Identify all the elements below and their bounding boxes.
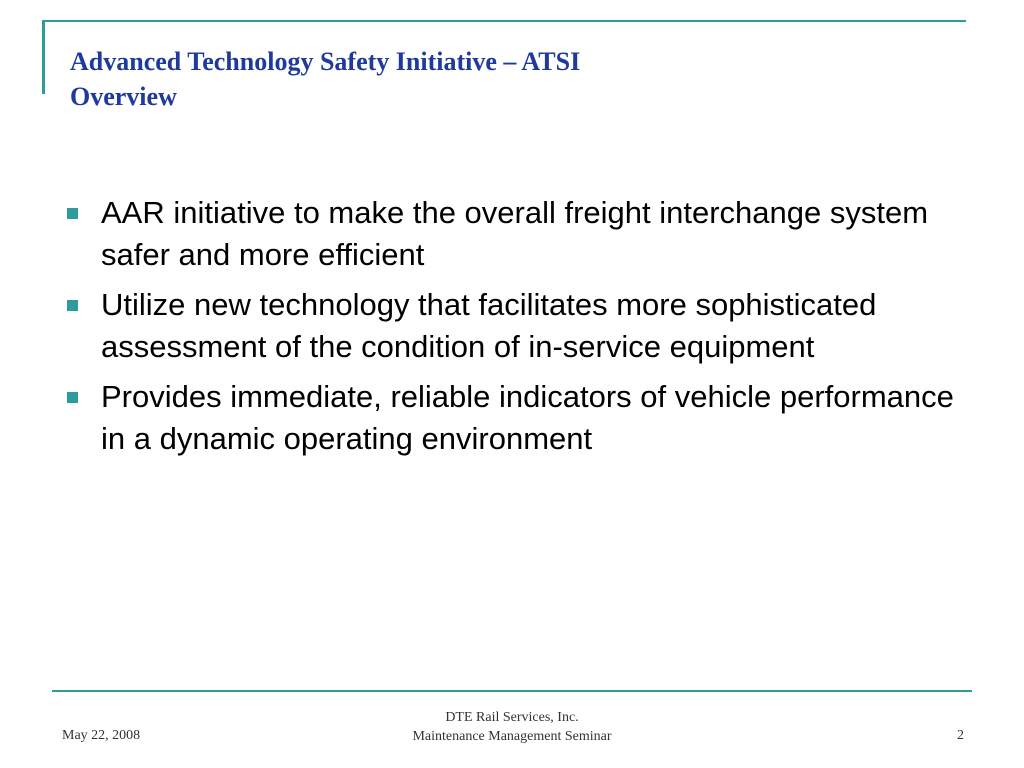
footer-company: DTE Rail Services, Inc. xyxy=(445,710,579,725)
bullet-text: Utilize new technology that facilitates more sophisticated assessment of the condition of in-service equipment xyxy=(101,287,877,364)
bullet-item xyxy=(64,376,964,460)
bullet-list xyxy=(64,192,964,468)
page-number: 2 xyxy=(957,728,964,743)
footer-rule xyxy=(52,690,972,692)
footer-center xyxy=(362,708,662,746)
frame-top-rule xyxy=(42,20,966,22)
bullet-item xyxy=(64,192,964,276)
footer-event: Maintenance Management Seminar xyxy=(412,729,612,744)
bullet-text: Provides immediate, reliable indicators of vehicle performance in a dynamic operating environment xyxy=(101,379,954,456)
bullet-item xyxy=(64,284,964,368)
slide-title-line-1: Advanced Technology Safety Initiative – ATSI xyxy=(70,47,581,76)
square-bullet-icon xyxy=(67,392,78,403)
bullet-text: AAR initiative to make the overall freight interchange system safer and more efficient xyxy=(101,195,929,272)
slide-title xyxy=(70,44,950,114)
frame-left-rule xyxy=(42,20,45,94)
square-bullet-icon xyxy=(67,300,78,311)
slide-title-line-2: Overview xyxy=(70,82,177,111)
footer-date: May 22, 2008 xyxy=(62,728,141,743)
square-bullet-icon xyxy=(67,208,78,219)
